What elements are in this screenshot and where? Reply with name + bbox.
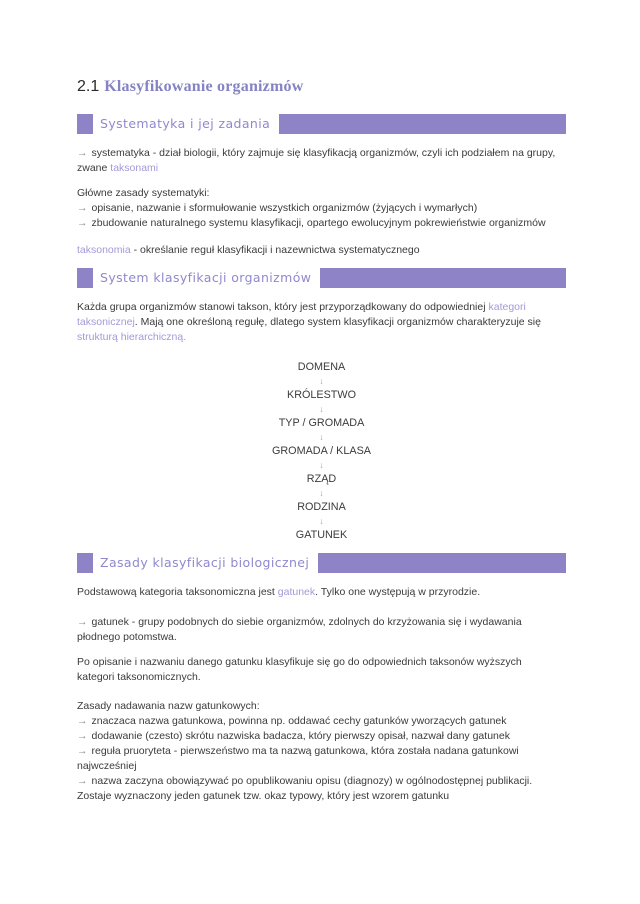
text-line xyxy=(77,330,566,345)
header-bar xyxy=(318,553,566,573)
text-run: gatunek - grupy podobnych do siebie organizmów, zdolnych do krzyżowania się i wydawania xyxy=(91,616,522,628)
arrow-bullet-icon: → xyxy=(77,730,88,742)
hierarchy-item-rzad: RZĄD xyxy=(306,473,337,485)
text-line: Główne zasady systematyki: xyxy=(77,187,210,199)
paragraph xyxy=(77,615,566,645)
header-chip xyxy=(77,268,93,288)
down-arrow-icon: ↓ xyxy=(319,460,324,470)
text-run: reguła pruoryteta - pierwszeństwo ma ta nazwą gatunkowa, która została nadana gatunkowi xyxy=(91,745,519,757)
down-arrow-icon: ↓ xyxy=(319,376,324,386)
text-line: Zasady nadawania nazw gatunkowych: xyxy=(77,700,260,712)
text-line xyxy=(77,714,566,729)
term-taksonicznej: taksonicznej xyxy=(77,316,135,328)
section-heading: Zasady klasyfikacji biologicznej xyxy=(100,555,310,570)
hierarchy-item-gromada-klasa: GROMADA / KLASA xyxy=(271,445,371,457)
term-kategori: kategori xyxy=(488,301,526,313)
title-text: Klasyfikowanie organizmów xyxy=(104,78,304,95)
page-title xyxy=(77,78,566,96)
hierarchy-item-gatunek: GATUNEK xyxy=(295,529,348,541)
paragraph xyxy=(77,585,566,600)
text-run: zwane xyxy=(77,162,111,174)
text-run: systematyka - dział biologii, który zajmuje się klasyfikacją organizmów, czyli ich podziałem na grupy, xyxy=(91,147,556,159)
paragraph xyxy=(77,146,566,176)
paragraph xyxy=(77,655,566,685)
header-chip xyxy=(77,114,93,134)
term-gatunek: gatunek xyxy=(277,586,316,598)
section-header-system-klasyfikacji xyxy=(77,268,566,288)
text-line xyxy=(77,744,566,759)
text-line xyxy=(77,315,566,330)
text-run: Każda grupa organizmów stanowi takson, który jest przyporządkowany do odpowiedniej xyxy=(77,301,489,313)
section-heading: Systematyka i jej zadania xyxy=(100,116,271,131)
text-line xyxy=(77,729,566,744)
header-chip xyxy=(77,553,93,573)
arrow-bullet-icon: → xyxy=(77,217,88,229)
term-taksonomia: taksonomia xyxy=(77,244,131,256)
hierarchy-item-typ-gromada: TYP / GROMADA xyxy=(278,417,365,429)
section-header-zasady-klasyfikacji xyxy=(77,553,566,573)
text-line: najwcześniej xyxy=(77,760,137,772)
arrow-bullet-icon: → xyxy=(77,775,88,787)
section-header-systematyka xyxy=(77,114,566,134)
text-line xyxy=(77,201,566,216)
text-line xyxy=(77,774,566,789)
text-line xyxy=(77,585,566,600)
hierarchy-item-krolestwo: KRÓLESTWO xyxy=(287,389,356,401)
text-line xyxy=(77,615,566,630)
paragraph xyxy=(77,699,566,804)
text-line xyxy=(77,161,566,176)
paragraph xyxy=(77,300,566,345)
text-run: opisanie, nazwanie i sformułowanie wszystkich organizmów (żyjących i wymarłych) xyxy=(91,202,478,214)
down-arrow-icon: ↓ xyxy=(319,432,324,442)
term-taksonami: taksonami xyxy=(110,162,159,174)
text-line: Po opisanie i nazwaniu danego gatunku klasyfikuje się go do odpowiednich taksonów wyższych xyxy=(77,656,522,668)
paragraph xyxy=(77,186,566,231)
arrow-bullet-icon: → xyxy=(77,745,88,757)
title-number: 2.1 xyxy=(77,78,100,95)
text-run: . Tylko one występują w przyrodzie. xyxy=(315,586,481,598)
text-line: Zostaje wyznaczony jeden gatunek tzw. okaz typowy, który jest wzorem gatunku xyxy=(77,790,450,802)
paragraph xyxy=(77,243,566,258)
arrow-bullet-icon: → xyxy=(77,616,88,628)
header-bar xyxy=(279,114,566,134)
text-run: dodawanie (czesto) skrótu nazwiska badacza, który pierwszy opisał, nazwał dany gatunek xyxy=(91,730,510,742)
down-arrow-icon: ↓ xyxy=(319,404,324,414)
section-heading: System klasyfikacji organizmów xyxy=(100,270,312,285)
down-arrow-icon: ↓ xyxy=(319,488,324,498)
text-line xyxy=(77,300,566,315)
page-content xyxy=(77,0,566,804)
hierarchy-item-rodzina: RODZINA xyxy=(297,501,346,513)
text-run: Podstawową kategoria taksonomiczna jest xyxy=(77,586,278,598)
text-line: płodnego potomstwa. xyxy=(77,631,177,643)
text-line xyxy=(77,216,566,231)
text-line xyxy=(77,243,566,258)
text-run: - określanie reguł klasyfikacji i nazewnictwa systematycznego xyxy=(130,244,420,256)
text-run: nazwa zaczyna obowiązywać po opublikowaniu opisu (diagnozy) w ogólnodostępnej publikacji. xyxy=(91,775,533,787)
header-bar xyxy=(320,268,566,288)
text-run: zbudowanie naturalnego systemu klasyfikacji, opartego ewolucyjnym pokrewieństwie organizmów xyxy=(91,217,546,229)
term-struktura-hierarchiczna: strukturą hierarchiczną. xyxy=(77,331,187,343)
hierarchy-item-domena: DOMENA xyxy=(297,361,346,373)
arrow-bullet-icon: → xyxy=(77,715,88,727)
text-run: znaczaca nazwa gatunkowa, powinna np. oddawać cechy gatunków yworzących gatunek xyxy=(91,715,507,727)
down-arrow-icon: ↓ xyxy=(319,516,324,526)
text-line: kategori taksonomicznych. xyxy=(77,671,201,683)
taxonomy-hierarchy xyxy=(77,360,566,543)
text-line xyxy=(77,146,566,161)
arrow-bullet-icon: → xyxy=(77,147,88,159)
text-run: . Mają one określoną regułę, dlatego system klasyfikacji organizmów charakteryzuje się xyxy=(134,316,541,328)
arrow-bullet-icon: → xyxy=(77,202,88,214)
